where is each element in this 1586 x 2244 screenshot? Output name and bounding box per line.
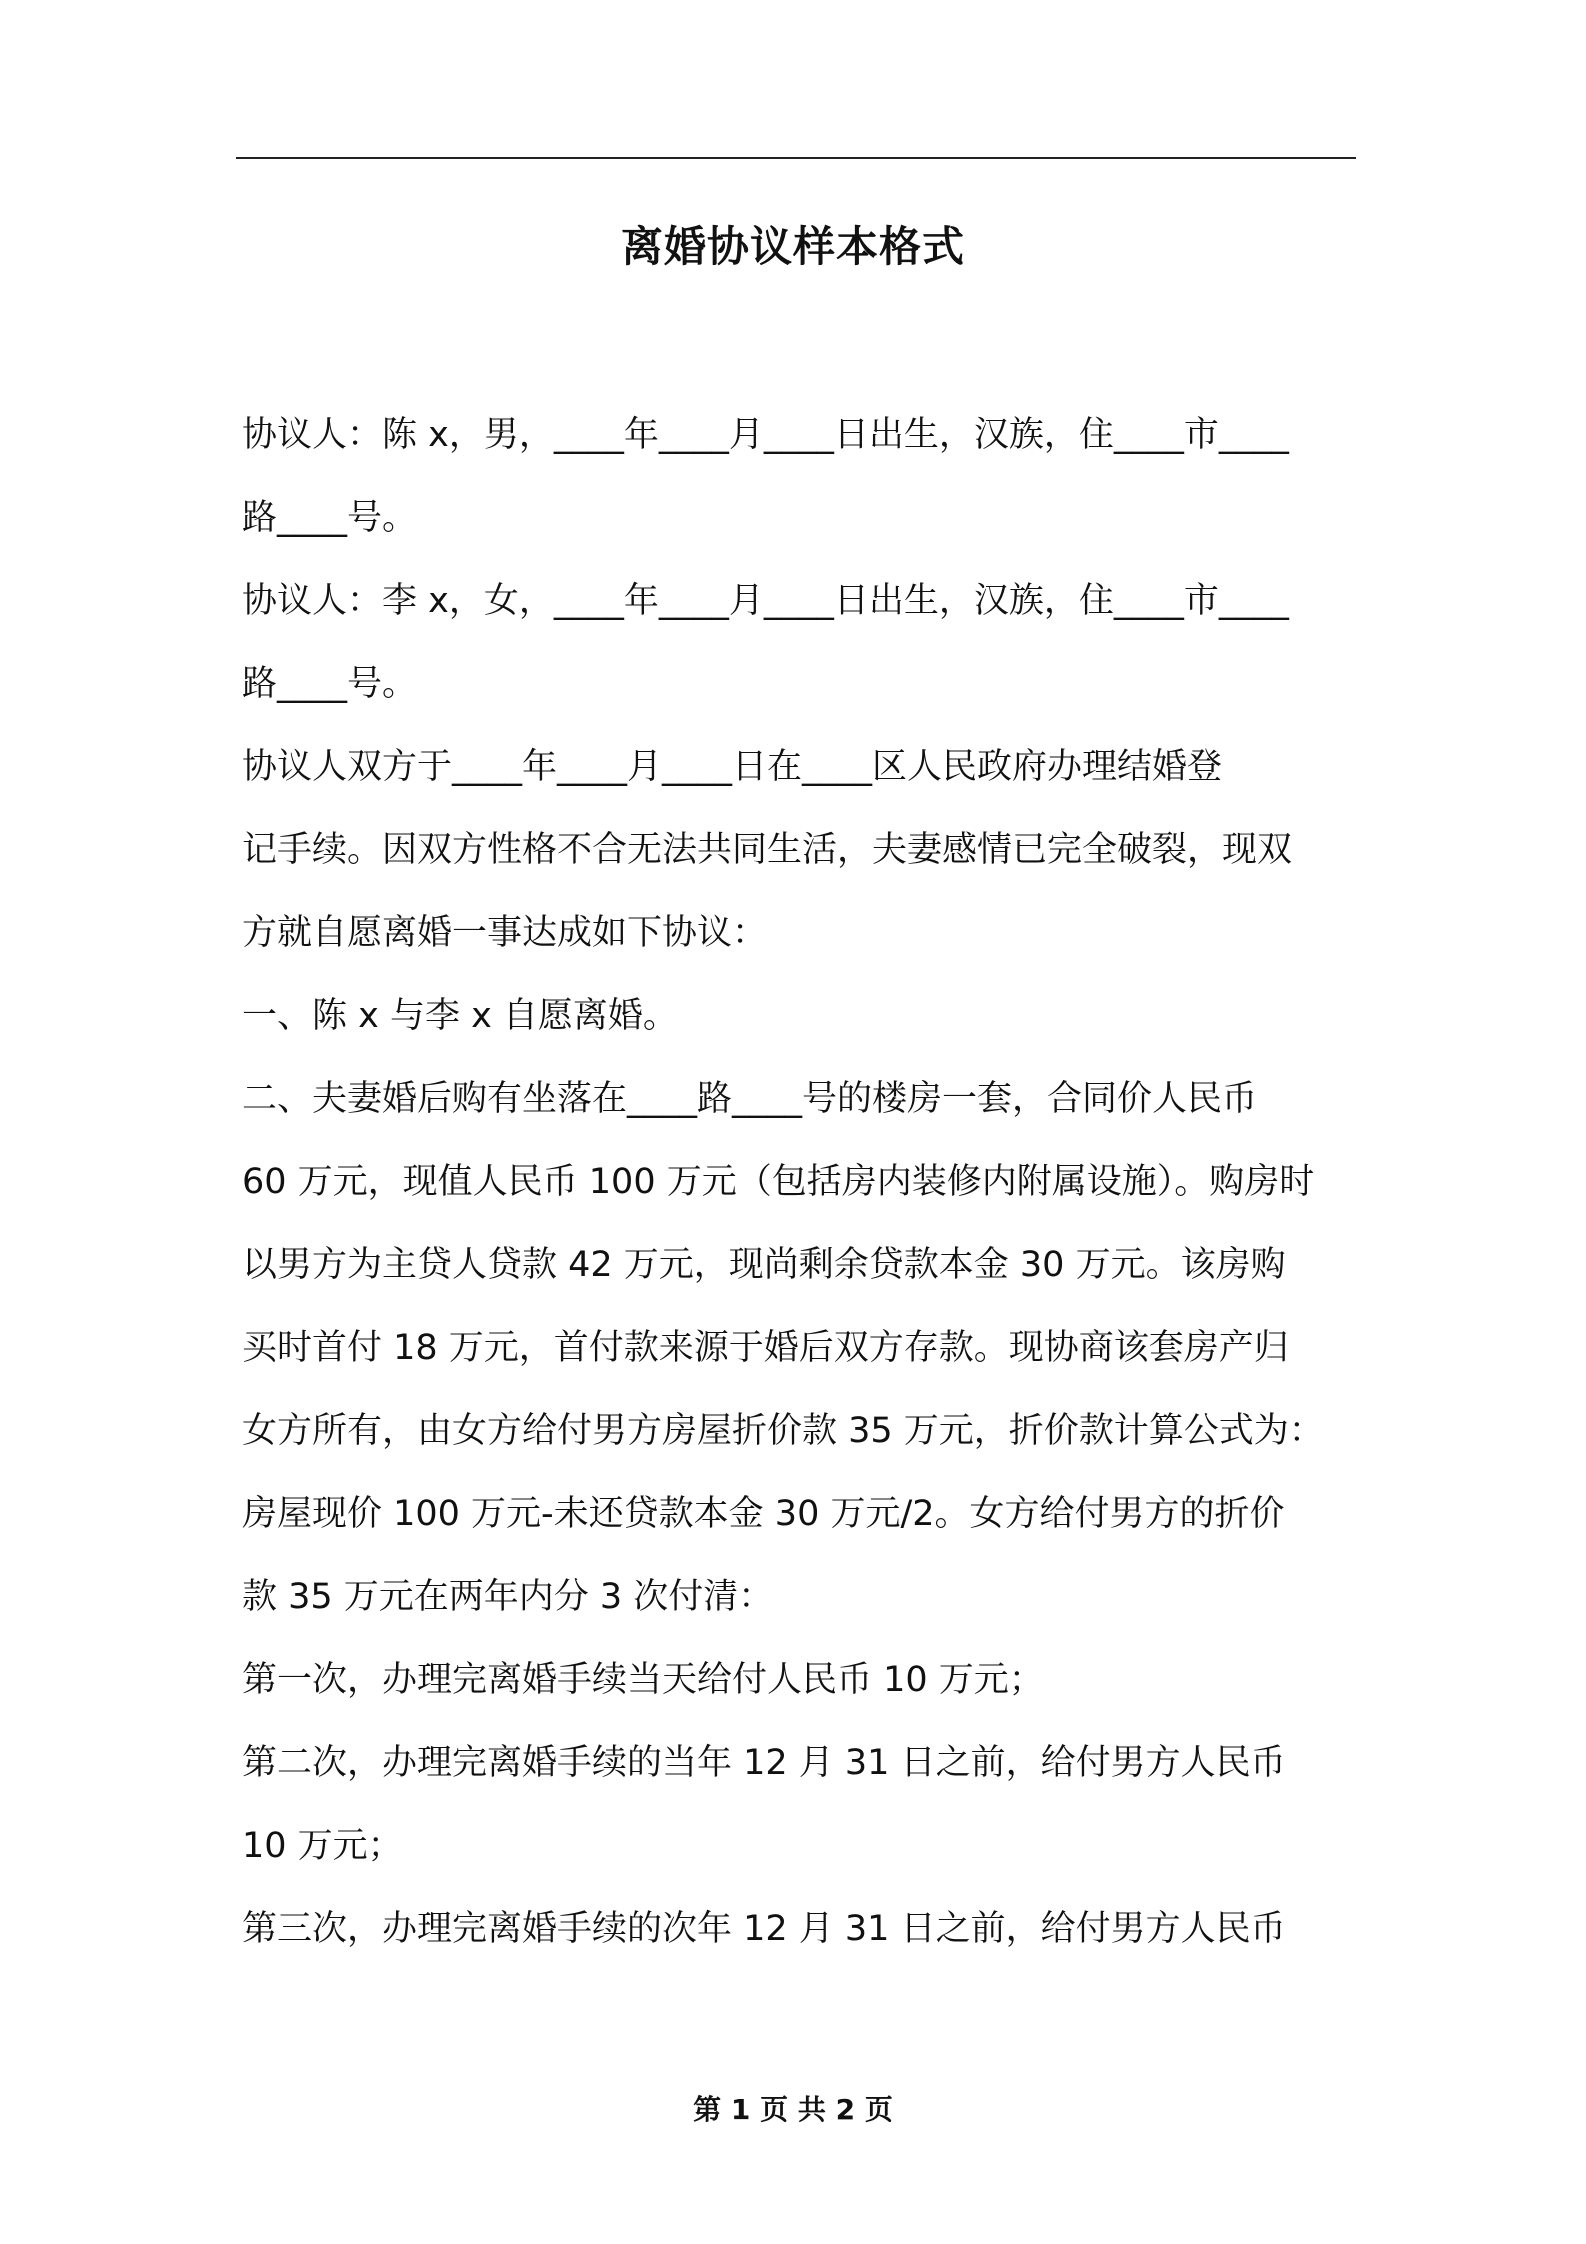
body-line: 女方所有，由女方给付男方房屋折价款 35 万元，折价款计算公式为： xyxy=(242,1411,1324,1451)
body-line: 路____号。 xyxy=(242,664,418,704)
body-line: 二、夫妻婚后购有坐落在____路____号的楼房一套，合同价人民币 xyxy=(242,1079,1258,1119)
body-line: 10 万元； xyxy=(242,1826,403,1866)
body-line: 方就自愿离婚一事达成如下协议： xyxy=(242,913,768,953)
body-line: 第二次，办理完离婚手续的当年 12 月 31 日之前，给付男方人民币 xyxy=(242,1743,1286,1783)
body-line: 第一次，办理完离婚手续当天给付人民币 10 万元； xyxy=(242,1660,1044,1700)
body-line: 协议人：陈 x，男，____年____月____日出生，汉族，住____市____ xyxy=(242,415,1289,455)
body-line: 60 万元，现值人民币 100 万元（包括房内装修内附属设施）。购房时 xyxy=(242,1162,1315,1202)
body-line: 一、陈 x 与李 x 自愿离婚。 xyxy=(242,996,678,1036)
document-body xyxy=(242,400,1357,1977)
body-line: 协议人：李 x，女，____年____月____日出生，汉族，住____市____ xyxy=(242,581,1289,621)
page-footer: 第 1 页 共 2 页 xyxy=(693,2093,893,2126)
body-line: 第三次，办理完离婚手续的次年 12 月 31 日之前，给付男方人民币 xyxy=(242,1909,1286,1949)
document-title: 离婚协议样本格式 xyxy=(620,222,965,271)
body-line: 买时首付 18 万元，首付款来源于婚后双方存款。现协商该套房产归 xyxy=(242,1328,1289,1368)
body-line: 款 35 万元在两年内分 3 次付清： xyxy=(242,1577,774,1617)
body-line: 协议人双方于____年____月____日在____区人民政府办理结婚登 xyxy=(242,747,1223,787)
body-line: 记手续。因双方性格不合无法共同生活，夫妻感情已完全破裂，现双 xyxy=(242,830,1293,870)
body-line: 以男方为主贷人贷款 42 万元，现尚剩余贷款本金 30 万元。该房购 xyxy=(242,1245,1286,1285)
body-line: 房屋现价 100 万元-未还贷款本金 30 万元/2。女方给付男方的折价 xyxy=(242,1494,1285,1534)
body-line: 路____号。 xyxy=(242,498,418,538)
header-rule xyxy=(236,157,1356,159)
